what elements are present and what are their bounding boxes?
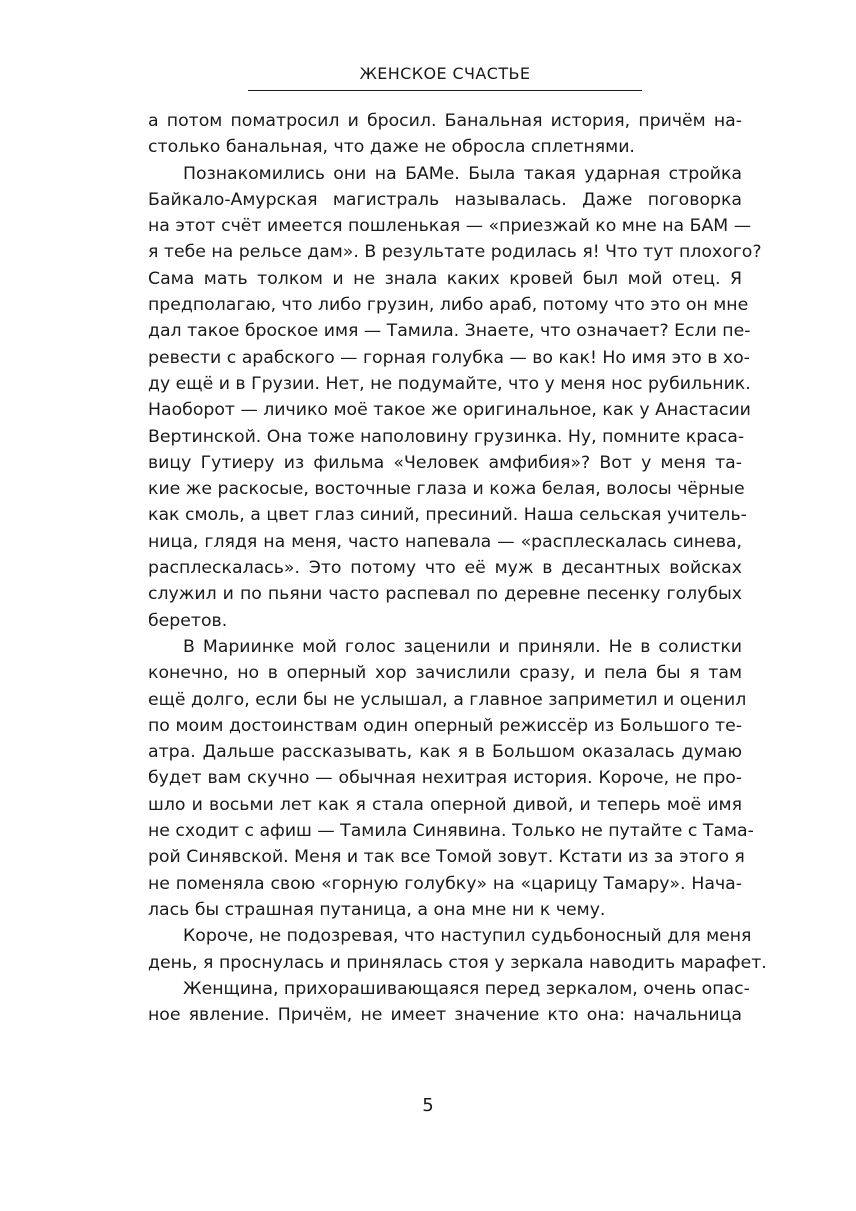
text-line: Познакомились они на БАМе. Была такая ударная стройка: [183, 163, 742, 184]
text-line: дал такое броское имя — Тамила. Знаете, что означает? Если пе-: [148, 321, 751, 342]
text-line: ница, глядя на меня, часто напевала — «расплескалась синева,: [148, 531, 742, 552]
header-rule: [248, 90, 642, 91]
text-line: Наоборот — личико моё такое же оригинальное, как у Анастасии: [148, 400, 751, 421]
text-line: ревести с арабского — горная голубка — во как! Но имя это в хо-: [148, 347, 750, 368]
text-line: не поменяла свою «горную голубку» на «царицу Тамару». Нача-: [148, 873, 742, 894]
text-line: как смоль, а цвет глаз синий, пресиний. Наша сельская учитель-: [148, 505, 747, 526]
text-line: ное явление. Причём, не имеет значение кто она: начальница: [148, 1005, 742, 1026]
text-line: атра. Дальше рассказывать, как я в Большом оказалась думаю: [148, 742, 742, 763]
text-line: Женщина, прихорашивающаяся перед зеркалом, очень опас-: [183, 978, 750, 999]
paragraph: [148, 108, 742, 161]
text-line: беретов.: [148, 610, 228, 631]
text-line: а потом поматросил и бросил. Банальная история, причём на-: [148, 111, 742, 131]
text-line: Байкало-Амурская магистраль называлась. Даже поговорка: [148, 189, 742, 210]
text-line: будет вам скучно — обычная нехитрая история. Короче, не про-: [148, 768, 742, 789]
text-line: Сама мать толком и не знала каких кровей был мой отец. Я: [148, 268, 742, 289]
page-number: 5: [422, 1095, 434, 1116]
paragraph: [148, 161, 762, 634]
text-line: конечно, но в оперный хор зачислили сразу, и пела бы я там: [148, 663, 742, 684]
text-line: Вертинской. Она тоже наполовину грузинка. Ну, помните краса-: [148, 426, 745, 447]
text-line: рой Синявской. Меня и так все Томой зовут. Кстати из за этого я: [148, 847, 745, 868]
text-line: предполагаю, что либо грузин, либо араб, потому что это он мне: [148, 295, 749, 316]
paragraph: [148, 634, 754, 923]
text-line: служил и по пьяни часто распевал по деревне песенку голубых: [148, 584, 742, 605]
text-line: не сходит с афиш — Тамила Синявина. Только не путайте с Тама-: [148, 821, 754, 842]
text-line: день, я проснулась и принялась стоя у зеркала наводить марафет.: [148, 952, 767, 973]
text-line: Короче, не подозревая, что наступил судьбоносный для меня: [183, 926, 752, 947]
paragraph: [148, 923, 767, 976]
text-line: кие же раскосые, восточные глаза и кожа белая, волосы чёрные: [148, 479, 745, 500]
text-line: я тебе на рельсе дам». В результате родилась я! Что тут плохого?: [148, 242, 762, 263]
text-line: ещё долго, если бы не услышал, а главное заприметил и оценил: [148, 689, 747, 710]
text-line: шло и восьми лет как я стала оперной дивой, и теперь моё имя: [148, 794, 742, 815]
text-line: вицу Гутиеру из фильма «Человек амфибия»? Вот у меня та-: [148, 452, 742, 473]
paragraph: [148, 976, 750, 1029]
text-line: ду ещё и в Грузии. Нет, не подумайте, что у меня нос рубильник.: [148, 373, 751, 394]
text-line: лась бы страшная путаница, а она мне ни к чему.: [148, 899, 606, 920]
text-line: столько банальная, что даже не обросла сплетнями.: [148, 137, 635, 158]
text-line: расплескалась». Это потому что её муж в десантных войсках: [148, 558, 742, 579]
body-text: [148, 108, 767, 1028]
running-header-title: ЖЕНСКОЕ СЧАСТЬЕ: [359, 64, 531, 83]
text-line: В Мариинке мой голос заценили и приняли. Не в солистки: [183, 636, 742, 657]
text-line: на этот счёт имеется пошленькая — «приезжай ко мне на БАМ —: [148, 216, 751, 237]
text-line: по моим достоинствам один оперный режиссёр из Большого те-: [148, 715, 742, 736]
